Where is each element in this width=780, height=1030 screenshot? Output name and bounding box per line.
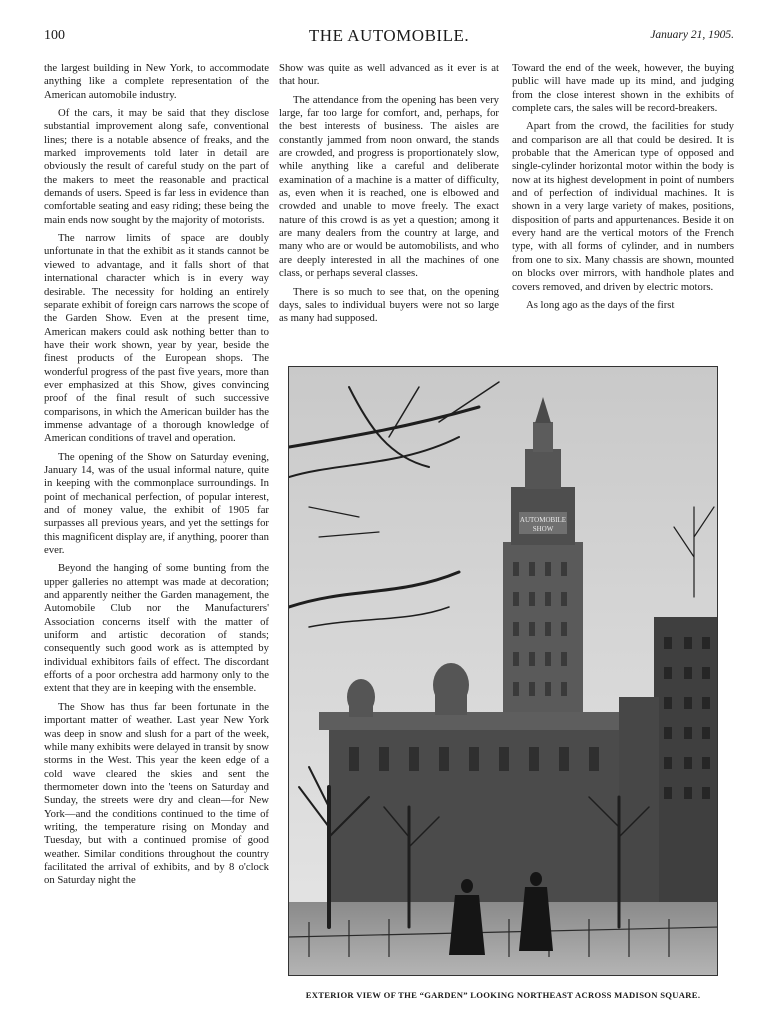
park-ground xyxy=(289,902,718,976)
text-column-1 xyxy=(44,62,269,893)
paragraph: Toward the end of the week, however, the buying public will have made up its mind, and judging from the close interest shown in the exhibits of complete cars, the sales will be record-breakers. xyxy=(512,62,734,115)
paragraph: The attendance from the opening has been very large, far too large for comfort, and, perhaps, for the best interests of business. The aisles are constantly jammed from noon onward, the stands are crowded, and progress is proportionately slow, while anything like a careful and deliberate examination of a machine is a matter of difficulty, as, even when it is reached, one is elbowed and crowded and unable to move freely. The exact nature of this crowd is as yet a question; among it are many dealers from the country at large, and many who are or would be automobilists, and who are deeply interested in all the machines of one class, or perhaps several classes. xyxy=(279,93,499,280)
paragraph: Apart from the crowd, the facilities for study and comparison are all that could be desired. It is probable that the American type of opposed and single-cylinder horizontal motor within the body is now at its highest development in point of numbers and of perfection of individual machines. It is shown in a very large variety of makes, positions, disposition of parts and appurtenances. Beside it on every hand are the vertical motors of the French type, with all forms of cylinder, and in numbers from one to six. Many chassis are shown, mounted on blocks over mirrors, with handhole plates and covers removed, and driven by electric motors. xyxy=(512,120,734,293)
svg-text:SHOW: SHOW xyxy=(532,525,554,533)
madison-square-garden-photo xyxy=(288,366,718,976)
paragraph: Beyond the hanging of some bunting from the upper galleries no attempt was made at decoration; and apparently neither the Garden management, the Automobile Club nor the Manufacturers' Association concerns itself with the matter of uniform and artistic decoration of stands; consequently such good work as is attempted by individual exhibitors fails of effect. The discordant efforts of a poor orchestra add harmony only to the extent that they are in keeping with the ensemble. xyxy=(44,562,269,695)
figure-caption: EXTERIOR VIEW OF THE “GARDEN” LOOKING NORTHEAST ACROSS MADISON SQUARE. xyxy=(305,990,701,1000)
page-header xyxy=(44,26,734,48)
paragraph: the largest building in New York, to accommodate anything like a complete representation of the American automobile industry. xyxy=(44,62,269,101)
text-column-2 xyxy=(279,62,499,331)
photo-illustration xyxy=(289,367,718,976)
paragraph: The opening of the Show on Saturday evening, January 14, was of the usual informal nature, quite in keeping with the commonplace surroundings. In point of mechanical perfection, of popular interest, and of money value, the exhibit of 1905 far surpasses all previous years, and yet the settings for this magnificent display are, if anything, poorer than ever. xyxy=(44,450,269,557)
paragraph: Show was quite as well advanced as it ever is at that hour. xyxy=(279,62,499,88)
publication-title: THE AUTOMOBILE. xyxy=(308,26,470,45)
paragraph: The Show has thus far been fortunate in the important matter of weather. Last year New York was deep in snow and slush for a part of the week, while many exhibits were delayed in transit by snow storms in the West. This year the keen edge of a cold wave cleared the skies and sent the thermometer down into the 'teens on Saturday and Sunday, the streets were dry and clean—for New York—and the conditions continued to the time of writing, the temperature rising on Monday and Tuesday, but with a continued promise of good weather. Similar conditions throughout the country facilitated the arrival of exhibits, and by 8 o'clock on Saturday night the xyxy=(44,700,269,887)
page-number: 100 xyxy=(44,28,65,43)
issue-date: January 21, 1905. xyxy=(650,29,734,41)
paragraph: There is so much to see that, on the opening days, sales to individual buyers were not so large as many had supposed. xyxy=(279,285,499,325)
paragraph: Of the cars, it may be said that they disclose substantial improvement along safe, conventional lines; there is a notable absence of freaks, and the marked improvements told later in detail are obviously the result of careful study on the part of the makers to meet the reasonable and practical demands of users. Speed is far less in evidence than comfortable seating and easy riding; these being the main ends now sought by the majority of motorists. xyxy=(44,107,269,226)
tower-sign-text: AUTOMOBILE xyxy=(519,516,567,524)
paragraph: The narrow limits of space are doubly unfortunate in that the exhibit as it stands cannot be viewed to advantage, and it falls short of that international character which is in every way desirable. The necessity for holding an entirely separate exhibit of foreign cars narrows the scope of the Garden Show. Even at the present time, American makers could ask nothing better than to have their work shown, year by year, beside the finest products of the European shops. The wonderful progress of the past five years, more than ever emphasized at this Show, gives convincing proof of the final result of such successive comparisons, in which the American builder has the immense advantage of a thorough knowledge of American conditions of travel and operation. xyxy=(44,232,269,445)
text-column-3 xyxy=(512,62,734,317)
paragraph: As long ago as the days of the first xyxy=(526,298,675,311)
